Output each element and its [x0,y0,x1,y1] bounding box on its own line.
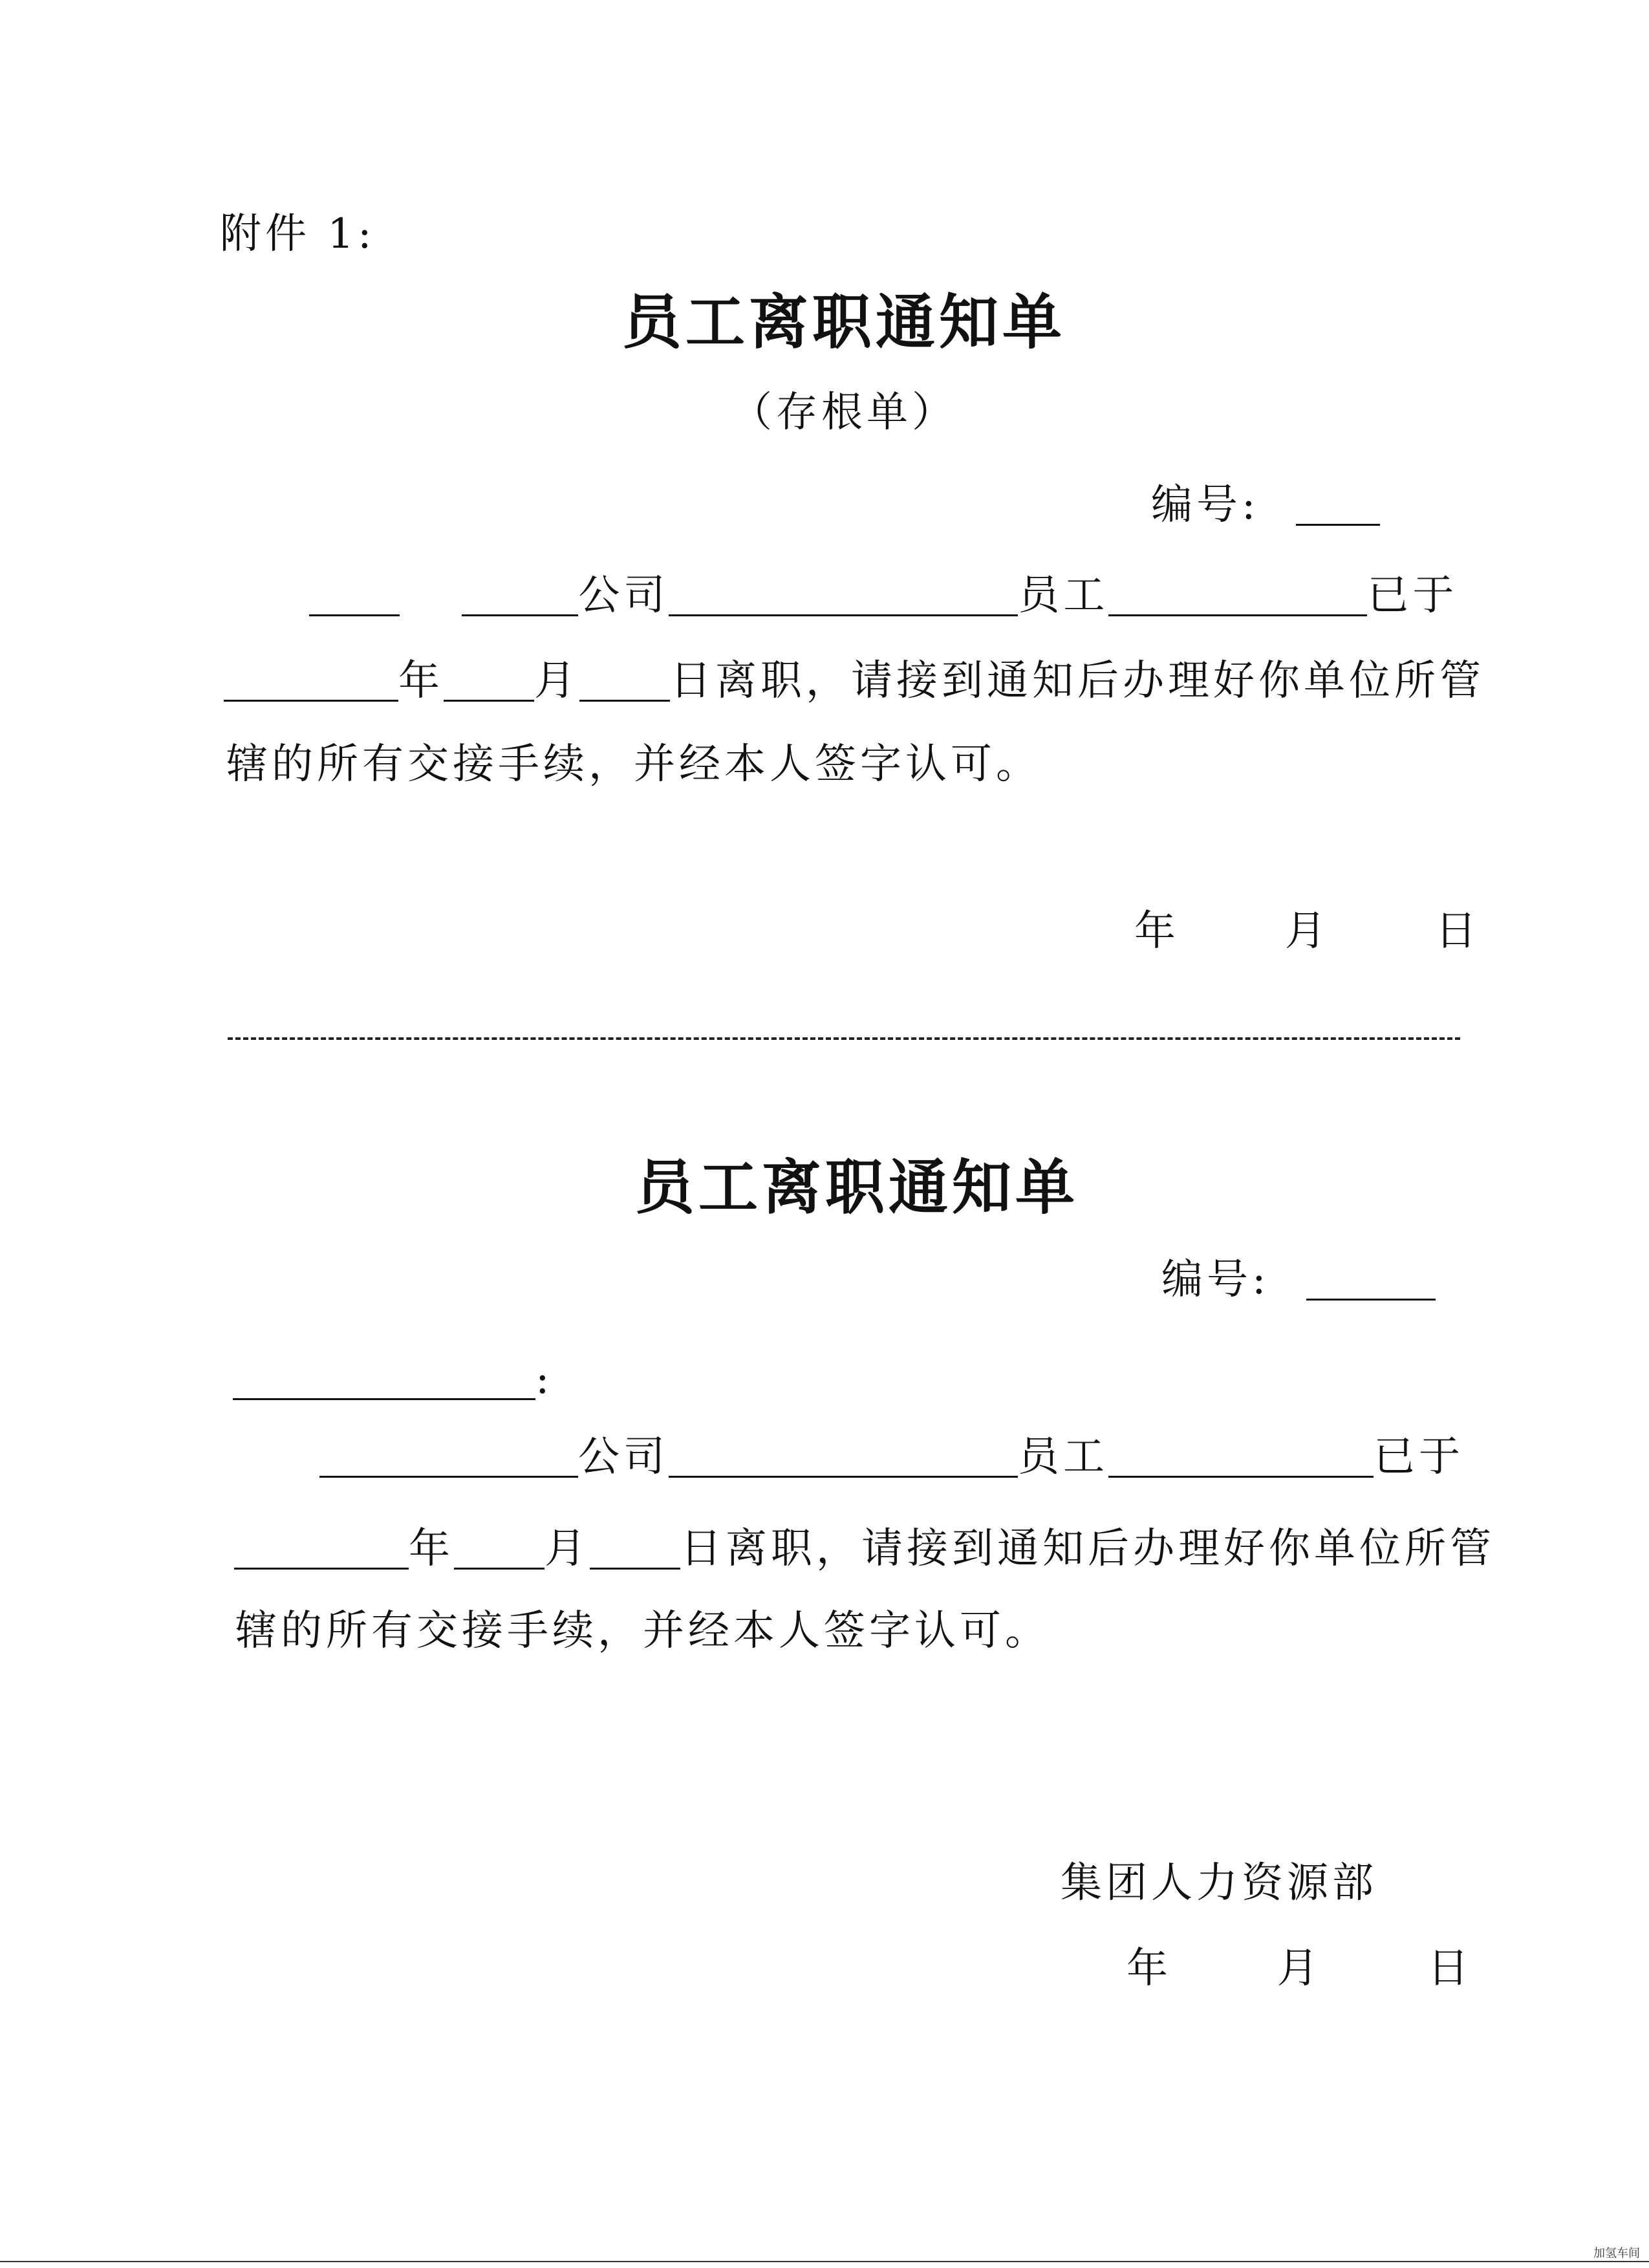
notice-number-label: 编号: [1161,1256,1270,1304]
watermark-text: 加氢车间 [1593,2247,1640,2260]
notice-signer: 集团人力资源部 [1061,1859,1377,1907]
notice-company-label: 公司 [578,1433,669,1481]
notice-date-day: 日 [1427,1945,1473,1993]
cut-line-divider [228,1037,1460,1040]
stub-day-field[interactable] [579,654,670,702]
stub-title: 员工离职通知单 [622,287,1066,357]
notice-date-year: 年 [1126,1945,1172,1993]
notice-line-3: 辖的所有交接手续，并经本人签字认可。 [235,1607,1050,1655]
notice-date [1126,1945,1473,1993]
notice-already-label: 已于 [1374,1433,1464,1481]
bottom-rule [0,2261,1649,2262]
stub-company-label: 公司 [578,572,669,620]
stub-department-field[interactable] [669,569,1018,616]
stub-number-row [1151,479,1380,529]
notice-line-2-text: 日离职，请接到通知后办理好你单位所管 [680,1525,1495,1573]
stub-year-field[interactable] [224,654,398,702]
notice-month-field[interactable] [454,1522,544,1570]
notice-line-1 [319,1431,1464,1481]
notice-month-label: 月 [544,1525,590,1573]
stub-employee-name-field[interactable] [1108,569,1367,616]
notice-line-2 [234,1522,1495,1573]
notice-department-field[interactable] [669,1431,1018,1478]
notice-number-field[interactable] [1306,1253,1436,1301]
notice-day-field[interactable] [590,1522,680,1570]
notice-title: 员工离职通知单 [635,1152,1079,1222]
stub-date-month: 月 [1284,907,1330,955]
stub-already-label: 已于 [1367,572,1458,620]
stub-year-label: 年 [398,657,444,705]
stub-company-field[interactable] [462,569,578,616]
notice-addressee-row [233,1353,554,1403]
stub-employee-label: 员工 [1018,572,1109,620]
stub-number-label: 编号: [1151,481,1260,529]
stub-month-field[interactable] [444,654,534,702]
stub-date-day: 日 [1435,907,1481,955]
attachment-label: 附件 1: [220,210,376,258]
notice-employee-name-field[interactable] [1108,1431,1374,1478]
notice-date-month: 月 [1277,1945,1322,1993]
notice-number-row [1161,1253,1436,1304]
stub-number-field[interactable] [1296,479,1380,526]
notice-year-field[interactable] [234,1522,409,1570]
stub-subtitle: （存根单） [731,389,957,437]
notice-year-label: 年 [409,1525,454,1573]
stub-month-label: 月 [534,657,579,705]
notice-addressee-colon: : [535,1355,554,1403]
stub-line-1 [309,569,1458,620]
notice-employee-label: 员工 [1018,1433,1108,1481]
stub-line-3: 辖的所有交接手续，并经本人签字认可。 [226,740,1041,788]
stub-addressee-field[interactable] [309,569,400,616]
stub-line-2 [224,654,1485,705]
stub-line-2-text: 日离职，请接到通知后办理好你单位所管 [670,657,1485,705]
notice-company-field[interactable] [319,1431,578,1478]
notice-addressee-field[interactable] [233,1353,535,1400]
stub-date [1134,907,1481,955]
stub-date-year: 年 [1134,907,1180,955]
